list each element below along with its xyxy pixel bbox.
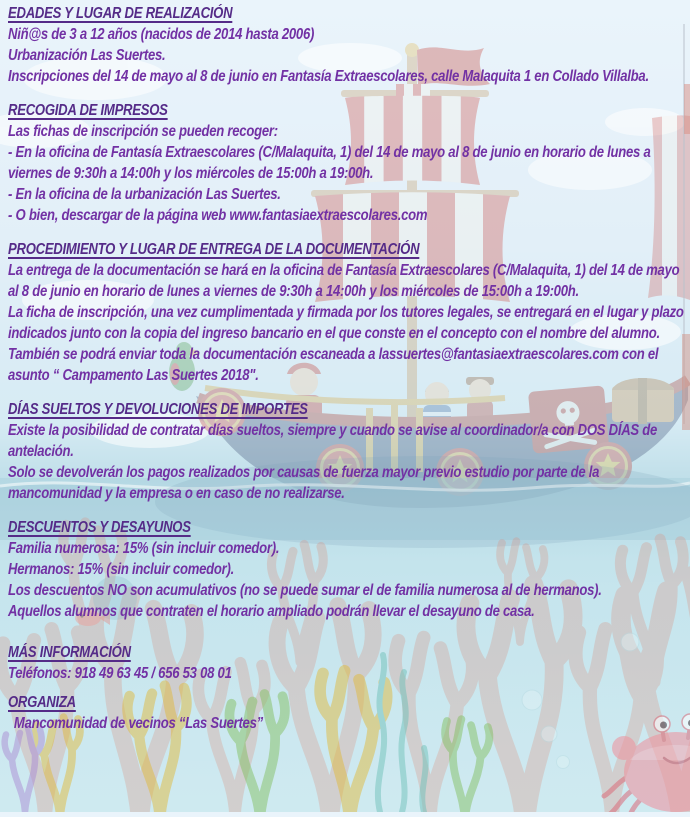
paragraph: - O bien, descargar de la página web www.fantasiaextraescolares.com: [8, 207, 428, 224]
paragraph: La entrega de la documentación se hará en la oficina de Fantasía Extraescolares (C/Malaquita, 1) del 14 de mayo al 8 de junio en horario de lunes a viernes de 9:30h a 14:00h y los miércoles de 15:00h a 19:00h.: [8, 262, 680, 300]
paragraph: Aquellos alumnos que contraten el horario ampliado podrán llevar el desayuno de casa.: [8, 603, 535, 620]
paragraph: Las fichas de inscripción se pueden recoger:: [8, 123, 278, 140]
section-heading: RECOGIDA DE IMPRESOS: [8, 102, 168, 119]
paragraph: - En la oficina de la urbanización Las Suertes.: [8, 186, 281, 203]
paragraph: Niñ@s de 3 a 12 años (nacidos de 2014 hasta 2006): [8, 26, 315, 43]
flyer-text: [8, 3, 684, 734]
organizer-name: Mancomunidad de vecinos “Las Suertes”: [13, 715, 263, 732]
paragraph: Los descuentos NO son acumulativos (no se puede sumar el de familia numerosa al de hermanos).: [8, 582, 602, 599]
section-edades: [8, 3, 684, 87]
phone-numbers: Teléfonos: 918 49 63 45 / 656 53 08 01: [8, 665, 232, 682]
paragraph: Solo se devolverán los pagos realizados por causas de fuerza mayor previo estudio por parte de la mancomunidad y la empresa o en caso de no realizarse.: [8, 464, 600, 502]
section-heading: DÍAS SUELTOS Y DEVOLUCIONES DE IMPORTES: [8, 401, 308, 418]
section-heading: MÁS INFORMACIÓN: [8, 644, 131, 661]
paragraph: - En la oficina de Fantasía Extraescolares (C/Malaquita, 1) del 14 de mayo al 8 de junio en horario de lunes a viernes de 9:30h a 14:00h y los miércoles de 15:00h a 19:00h.: [8, 144, 651, 182]
section-heading: DESCUENTOS Y DESAYUNOS: [8, 519, 191, 536]
paragraph: También se podrá enviar toda la documentación escaneada a lassuertes@fantasiaextraescolares.com con el asunto “ Campamento Las Suertes 2018".: [8, 346, 659, 384]
section-mas-informacion: [8, 642, 684, 684]
paragraph: Familia numerosa: 15% (sin incluir comedor).: [8, 540, 280, 557]
paragraph: La ficha de inscripción, una vez cumplimentada y firmada por los tutores legales, se entregará en el lugar y plazo indicados junto con la copia del ingreso bancario en el que conste en el concepto con el nombre del alumno.: [8, 304, 684, 342]
section-recogida: [8, 100, 684, 226]
paragraph: Urbanización Las Suertes.: [8, 47, 166, 64]
section-organiza: [8, 692, 684, 734]
paragraph: Existe la posibilidad de contratar días sueltos, siempre y cuando se avise al coordinador/a con DOS DÍAS de antelación.: [8, 422, 658, 460]
section-heading: EDADES Y LUGAR DE REALIZACIÓN: [8, 5, 233, 22]
paragraph: Inscripciones del 14 de mayo al 8 de junio en Fantasía Extraescolares, calle Malaquita 1 en Collado Villalba.: [8, 68, 649, 85]
section-procedimiento: [8, 239, 684, 386]
section-heading: PROCEDIMIENTO Y LUGAR DE ENTREGA DE LA DOCUMENTACIÓN: [8, 241, 420, 258]
section-descuentos: [8, 517, 684, 622]
paragraph: Hermanos: 15% (sin incluir comedor).: [8, 561, 234, 578]
section-dias-sueltos: [8, 399, 684, 504]
section-heading: ORGANIZA: [8, 694, 76, 711]
